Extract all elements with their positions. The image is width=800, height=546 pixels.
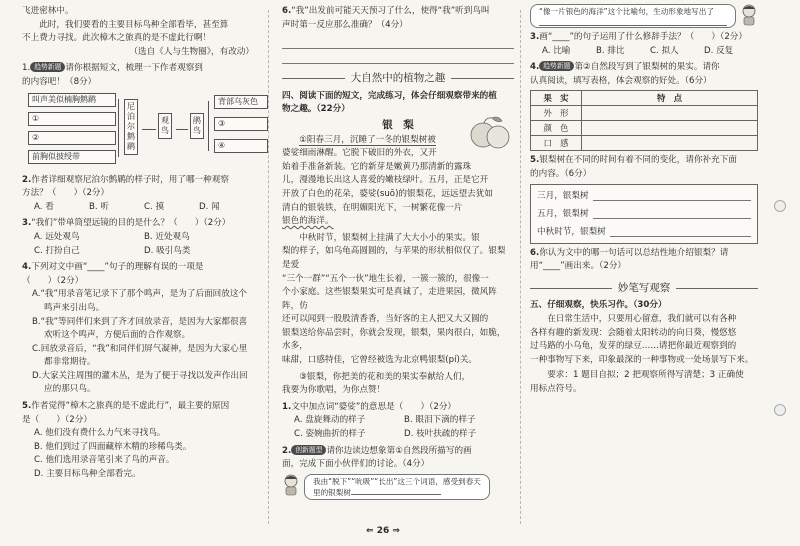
- column-divider: [268, 10, 269, 524]
- option[interactable]: B.“我”等同伴们来到了齐才回放录音，是因为大家都很喜欢听这个鸣声，方便后面的合作观察。: [32, 316, 248, 341]
- page-number: ⇐ 26 ⇒: [366, 526, 400, 536]
- option[interactable]: A. 他们没有费什么力气来寻找鸟。: [34, 428, 166, 439]
- timeline-box: [530, 184, 758, 244]
- observation-diagram: [22, 93, 258, 171]
- question-6: 6.你认为文中的哪一句话可以总结性地介绍银梨？请: [530, 247, 729, 258]
- option[interactable]: A. 远处观鸟: [34, 231, 80, 242]
- answer-cell[interactable]: [582, 136, 758, 151]
- binding-hole: [774, 404, 786, 416]
- question-1: 1.文中加点词“婆娑”的意思是（ ）（2分）: [282, 401, 457, 412]
- paragraph: ①阳春三月，沉睡了一冬的银梨树被: [299, 134, 436, 145]
- middle-column: 6.“我”出发前可能天天预习了什么，使得“我”听到鸟叫 声时第一反应那么准确？（4分） 大自然中的植物之趣 四、阅读下面的短文，完成练习，体会仔细观察带来的植 物之趣。（22分） 银 梨 ①阳春三月，沉睡了一冬的银梨树被 婆娑细雨淋醒。它脱下破旧的外衣，又开 始着手准备新装。它的新芽是嫩黄乃那清新的露珠 儿，漫漫地长出这人喜爱的嫩枝绿叶。五月，正是它开 开放了白色的花朵，婆娑(suō)的银梨花，远远望去犹如 清白的银装铁，在明媚阳光下，一树繁花像一片 银色的海洋。 中秋时节，银梨树上挂满了大大小小的果实。银 梨的样子，如乌龟高圆圆的，与苹果的形状相似仅了。银梨是爱 “三个一群”“五个一伙”地生长着，一簇一簇的，很像一 个小家庭。这些银梨果实可是真诚了，走进果园，微风阵阵，仿 还可以闻到一股股清香香，当好客的主人把又大又圆的 银梨送给你品尝时，你就会发现，银梨，果肉很白，如脆，水多， 味甜，口感特佳，它曾经被选为北京鸭银梨(pí)关。 ③银梨，你把美的花和美的果实奉献给人们， 我要为你歌唱，为你点赞！ 1.文中加点词“婆娑”的意思是（ ）（2分） A. 盘旋舞动的样子 B. 眼泪下滴的样子 C. 姿婉曲折的样子 D. 枝叶扶疏的样子 2. 创新题型 请你边读边想象第①自然段所描写的画 面，完成下面小伙伴们的讨论。（4分） 我由“脱下”“吮吸”“长出”这三个词语，感受到春天 里的银梨树: [282, 0, 514, 500]
- question-5: 5.银梨树在不同的时间有着不同的变化，请你补充下面: [530, 155, 737, 166]
- question-4: 4. 趋势新题 第②自然段写到了银梨树的果实。请你: [530, 62, 720, 73]
- section-title: 大自然中的植物之趣: [350, 72, 446, 85]
- option[interactable]: A.“我”用录音笔记录下了那个鸣声，是为了后面回放这个鸣声来引出鸟。: [32, 289, 248, 313]
- option[interactable]: C. 姿婉曲折的样子: [294, 429, 366, 440]
- column-divider: [520, 10, 521, 524]
- option[interactable]: D. 吸引鸟类: [144, 245, 191, 256]
- option[interactable]: B. 眼泪下滴的样子: [404, 415, 476, 426]
- diagram-center-box: 观鸟: [158, 113, 172, 139]
- story: 银 梨 ①阳春三月，沉睡了一冬的银梨树被 婆娑细雨淋醒。它脱下破旧的外衣，又开 始着手准备新装。它的新芽是嫩黄乃那清新的露珠 儿，漫漫地长出这人喜爱的嫩枝绿叶。五月，正是它开 开放了白色的花朵，婆娑(suō)的银梨花，远远望去犹如 清白的银装铁，在明媚阳光下，一树繁花像一片 银色的海洋。 中秋时节，银梨树上挂满了大大小小的果实。银 梨的样子，如乌龟高圆圆的，与苹果的形状相似仅了。银梨是爱 “三个一群”“五个一伙”地生长着，一簇一簇的，很像一 个小家庭。这些银梨果实可是真诚了，走进果园，微风阵阵，仿 还可以闻到一股股清香香，当好客的主人把又大又圆的 银梨送给你品尝时，你就会发现，银梨，果肉很白，如脆，水多， 味甜，口感特佳，它曾经被选为北京鸭银梨(pí)关。 ③银梨，你把美的花和美的果实奉献给人们， 我要为你歌唱，为你点赞！: [282, 119, 514, 398]
- table-row: 口 感: [531, 136, 758, 151]
- essay-requirements: 要求：1 题目自拟；2 把观察所得写清楚；3 正确使: [547, 370, 744, 381]
- option[interactable]: B. 近处观鸟: [144, 231, 190, 242]
- essay-prompt: 在日常生活中，只要用心留意，我们就可以有各种: [547, 313, 737, 324]
- paragraph: ③银梨，你把美的花和美的果实奉献给人们，: [299, 371, 471, 382]
- paragraph: 中秋时节，银梨树上挂满了大大小小的果实。银: [299, 232, 480, 243]
- option[interactable]: A. 盘旋舞动的样子: [294, 415, 366, 426]
- intro-line: 此时，我们要看的主要目标鸟种全部看毕，甚至算: [39, 19, 229, 30]
- diagram-vertical-box: 鹃鸟: [190, 113, 204, 139]
- option[interactable]: B. 听: [89, 201, 109, 212]
- option[interactable]: C. 他们选用录音笔引来了鸟的声音。: [34, 455, 175, 466]
- trend-badge: 趋势新题: [30, 62, 65, 72]
- option[interactable]: A. 看: [34, 201, 54, 212]
- section-header: [282, 72, 514, 86]
- question-4: 4.下列对文中画“____”句子的理解有误的一项是: [22, 262, 204, 273]
- option[interactable]: D. 反复: [704, 45, 734, 56]
- discussion: [282, 474, 514, 500]
- table-header: 特 点: [582, 91, 758, 106]
- answer-line[interactable]: [539, 17, 727, 26]
- answer-cell[interactable]: [582, 121, 758, 136]
- option[interactable]: B. 他们到过了四面藏梓木精的珍稀鸟类。: [34, 441, 192, 452]
- q2-options: [22, 201, 254, 215]
- table-row: 外 形: [531, 106, 758, 121]
- option[interactable]: D. 主要目标鸟种全部看完。: [34, 469, 141, 480]
- child-avatar-icon: [282, 474, 300, 496]
- answer-box[interactable]: ①: [28, 112, 116, 126]
- answer-line[interactable]: [610, 223, 751, 237]
- answer-line[interactable]: [282, 51, 514, 64]
- left-column: 飞进密林中。 此时，我们要看的主要目标鸟种全部看毕，甚至算 不上费力寻找。此次樟木之旅真的是不虚此行啊！ （选自《人与生物圈》，有改动） 1. 趋势新题 请你根据短文，梳理一下作者观察到 的内容吧！（8分） 叫声美似楠胸鹪鹛 ① ② 前胸似披绶带 尼泊尔鹪鹛 观鸟 鹃鸟 背部乌灰色 ③ ④ 2.作者详细观察尼泊尔鹪鹛的样子时，用了哪一种观察 方法？（ ）（2分） A. 看 B. 听 C. 摸 D. 闻 3.“我们”带单筒望远镜的目的是什么？（ ）（2分） A. 远处观鸟 B. 近处观鸟 C. 打扮自己 D. 吸引鸟类 4.下列对文中画“____”句子的理解有误的一项是 （ ）（2分） A.“我”用录音笔记录下了那个鸣声，是为了后面回放这个鸣声来引出鸟。 B.“我”等同伴们来到了齐才回放录音，是因为大家都很喜欢听这个鸣声，方便后面的合作观察。 C.回放录音后，“我”和同伴们屏气凝神，是因为大家心里都非常期待。 D.大家关注周围的灌木丛，是为了便于寻找以发声作出回应的那只鸟。 5.作者觉得“樟木之旅真的是不虚此行”，最主要的原因 是（ ）（2分） A. 他们没有费什么力气来寻找鸟。 B. 他们到过了四面藏梓木精的珍稀鸟类。 C. 他们选用录音笔引来了鸟的声音。 D. 主要目标鸟种全部看完。: [22, 0, 254, 482]
- diagram-box: 前胸似披绶带: [28, 150, 116, 164]
- innovation-badge: 创新题型: [291, 445, 326, 455]
- answer-line[interactable]: [593, 205, 751, 219]
- binding-hole: [774, 200, 786, 212]
- answer-line[interactable]: [351, 494, 441, 495]
- option[interactable]: A. 比喻: [542, 45, 571, 56]
- option[interactable]: B. 排比: [596, 45, 625, 56]
- hint-bubble: [530, 4, 758, 28]
- speech-bubble: “像一片银色的海洋”这个比喻句，生动形象地写出了: [530, 4, 736, 28]
- diagram-box: 背部乌灰色: [214, 95, 268, 109]
- q3-options: [22, 231, 254, 258]
- option[interactable]: D. 枝叶扶疏的样子: [404, 429, 477, 440]
- option[interactable]: C.回放录音后，“我”和同伴们屏气凝神，是因为大家心里都非常期待。: [32, 343, 248, 368]
- fruit-table: [530, 90, 758, 151]
- option[interactable]: C. 拟人: [650, 45, 679, 56]
- section-header: [530, 282, 758, 296]
- question-3: 3.“我们”带单筒望远镜的目的是什么？（ ）（2分）: [22, 218, 231, 229]
- answer-box[interactable]: ②: [28, 131, 116, 145]
- diagram-box: 叫声美似楠胸鹪鹛: [28, 93, 116, 107]
- answer-cell[interactable]: [582, 106, 758, 121]
- question-1: 1. 趋势新题 请你根据短文，梳理一下作者观察到: [22, 63, 203, 74]
- intro-line: 飞进密林中。: [22, 6, 74, 16]
- diagram-vertical-box: 尼泊尔鹪鹛: [124, 99, 138, 155]
- question-2: 2. 创新题型 请你边读边想象第①自然段所描写的画: [282, 445, 472, 456]
- answer-box[interactable]: ③: [214, 117, 268, 131]
- child-avatar-icon: [740, 4, 758, 26]
- timeline-row: 五月，银梨树: [537, 205, 751, 223]
- option[interactable]: C. 打扮自己: [34, 245, 80, 256]
- q1-options: [282, 414, 514, 441]
- option[interactable]: D. 闻: [199, 201, 220, 212]
- answer-line[interactable]: [282, 36, 514, 49]
- part4-heading: 四、阅读下面的短文，完成练习，体会仔细观察带来的植: [282, 90, 497, 101]
- intro-line: 不上费力寻找。此次樟木之旅真的是不虚此行啊！: [22, 33, 212, 44]
- question-5: 5.作者觉得“樟木之旅真的是不虚此行”，最主要的原因: [22, 401, 230, 412]
- right-column: “像一片银色的海洋”这个比喻句，生动形象地写出了 3.画“____”的句子运用了什么修辞手法？（ ）（2分） A. 比喻 B. 排比 C. 拟人 D. 反复 4. 趋势新题 第②自然段写到了银梨树的果实。请你 认真阅读，填写表格，体会观察的好处。（6分） 果 实 特 点 外 形 颜 色 口 感 5.银梨树在不同的时间有着不同的变化，请你补充下面 的内容。（6分） 三月，银梨树 五月，银梨树 中秋时节，银梨树 6.你认为文中的哪一句话可以总结性地介绍银梨？请 用“____”画出来。（2分） 妙笔写观察 五、仔细观察，快乐习作。（30分） 在日常生活中，只要用心留意，我们就可以有各种 各样有趣的新发现：会随着太阳转动的向日葵，慢悠悠 过马路的小乌龟，发芽的绿豆……请把你最近观察到的 一种事物写下来，印象最深的一种事物或一处场景写下来。 要求：1 题目自拟；2 把观察所得写清楚；3 正确使 用标点符号。: [530, 0, 758, 397]
- q3-options: [530, 45, 758, 59]
- question-2: 2.作者详细观察尼泊尔鹪鹛的样子时，用了哪一种观察: [22, 174, 229, 185]
- timeline-row: 中秋时节，银梨树: [537, 223, 751, 241]
- part5-heading: 五、仔细观察，快乐习作。（30分）: [530, 300, 667, 311]
- pear-illustration: [468, 115, 512, 149]
- question-6: 6.“我”出发前可能天天预习了什么，使得“我”听到鸟叫: [282, 6, 490, 16]
- source-note: （选自《人与生物圈》，有改动）: [129, 46, 254, 57]
- trend-badge: 趋势新题: [539, 61, 574, 71]
- answer-line[interactable]: [593, 187, 751, 201]
- timeline-row: 三月，银梨树: [537, 187, 751, 205]
- table-header: 果 实: [531, 91, 582, 106]
- answer-box[interactable]: ④: [214, 139, 268, 153]
- option[interactable]: D.大家关注周围的灌木丛，是为了便于寻找以发声作出回应的那只鸟。: [32, 370, 248, 395]
- question-3: 3.画“____”的句子运用了什么修辞手法？（ ）（2分）: [530, 32, 747, 42]
- section-title: 妙笔写观察: [617, 281, 671, 294]
- table-row: 颜 色: [531, 121, 758, 136]
- story-title: 银 梨: [382, 118, 414, 131]
- option[interactable]: C. 摸: [144, 201, 165, 212]
- speech-bubble: 我由“脱下”“吮吸”“长出”这三个词语，感受到春天 里的银梨树: [304, 474, 490, 500]
